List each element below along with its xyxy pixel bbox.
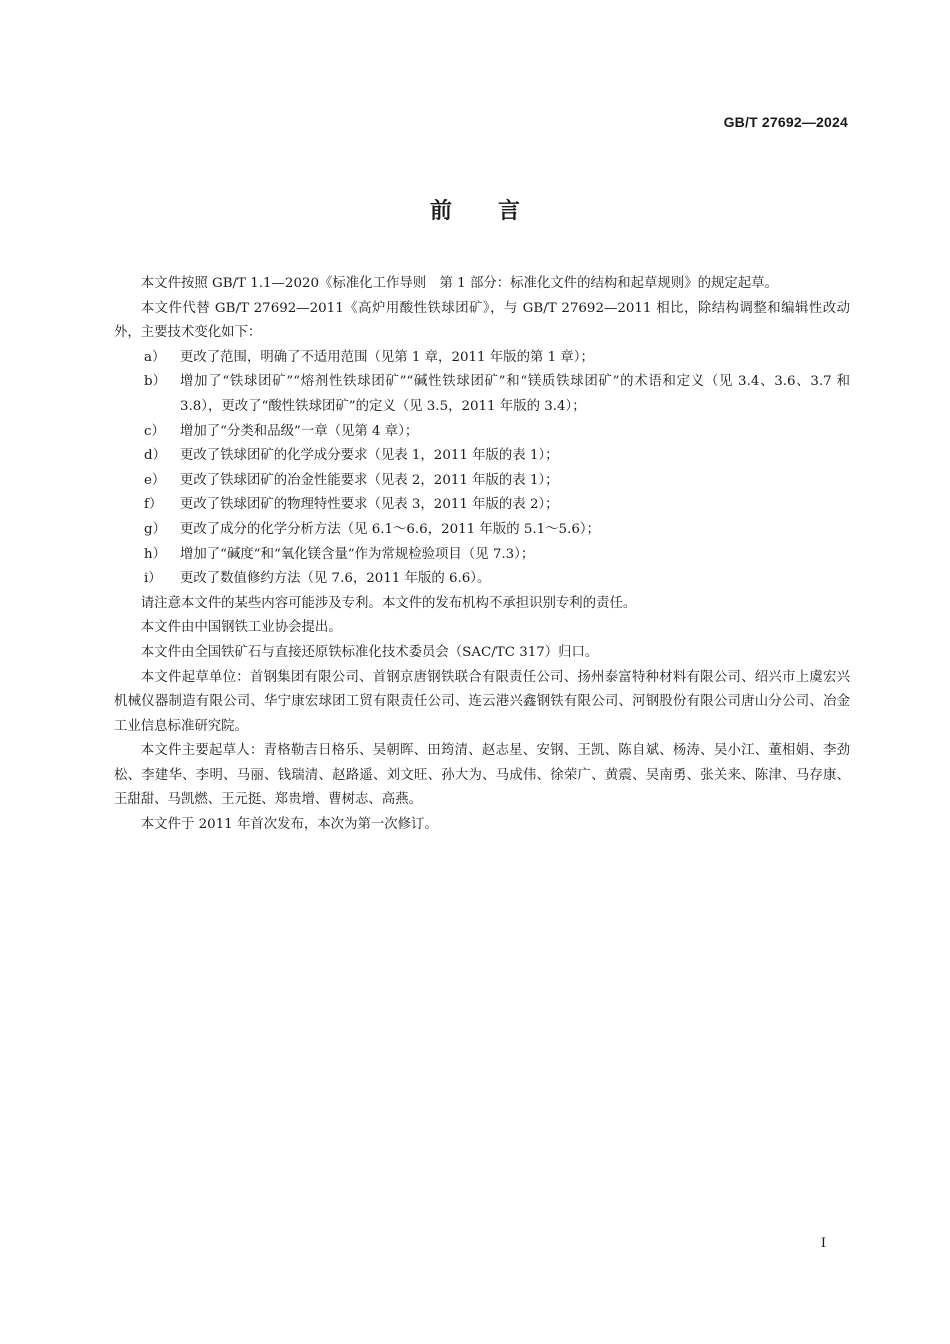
- list-item-text: 更改了铁球团矿的化学成分要求（见表 1，2011 年版的表 1）；: [180, 448, 559, 464]
- paragraph-history: 本文件于 2011 年首次发布，本次为第一次修订。: [140, 817, 438, 833]
- list-item: [114, 518, 850, 543]
- page-title: 前言: [429, 199, 566, 224]
- list-item-text: 更改了成分的化学分析方法（见 6.1～6.6，2011 年版的 5.1～5.6）；: [180, 521, 600, 537]
- list-item: [114, 346, 850, 371]
- list-item-text: 增加了“铁球团矿”“熔剂性铁球团矿”“碱性铁球团矿”和“镁质铁球团矿”的术语和定义（见 3.4、3.6、3.7 和 3.8），更改了“酸性铁球团矿”的定义（见 3.5，2011 年版的 3.4）；: [180, 374, 850, 414]
- paragraph-proposer: 本文件由中国钢铁工业协会提出。: [140, 620, 342, 636]
- list-item-label: i）: [144, 571, 162, 587]
- list-item: [114, 420, 850, 445]
- list-item-label: a）: [144, 349, 166, 365]
- list-item-text: 增加了“分类和品级”一章（见第 4 章）；: [180, 423, 419, 439]
- list-item-text: 增加了“碱度”和“氧化镁含量”作为常规检验项目（见 7.3）；: [180, 546, 535, 562]
- paragraph-patent-notice: 请注意本文件的某些内容可能涉及专利。本文件的发布机构不承担识别专利的责任。: [140, 595, 637, 611]
- standard-code: GB/T 27692—2024: [723, 114, 848, 130]
- list-item: [114, 567, 850, 592]
- list-item: [114, 444, 850, 469]
- list-item-label: b）: [144, 374, 166, 390]
- list-item: [114, 469, 850, 494]
- paragraph-committee: 本文件由全国铁矿石与直接还原铁标准化技术委员会（SAC/TC 317）归口。: [140, 644, 599, 660]
- list-item-text: 更改了范围，明确了不适用范围（见第 1 章，2011 年版的第 1 章）；: [180, 349, 594, 365]
- list-item: [114, 493, 850, 518]
- list-item-label: e）: [144, 472, 166, 488]
- list-item: [114, 370, 850, 419]
- foreword-body: [114, 272, 850, 838]
- list-item-text: 更改了数值修约方法（见 7.6，2011 年版的 6.6）。: [180, 571, 491, 587]
- paragraph-replacement: 本文件代替 GB/T 27692—2011《高炉用酸性铁球团矿》，与 GB/T 27692—2011 相比，除结构调整和编辑性改动外，主要技术变化如下：: [114, 300, 850, 341]
- changes-list: [114, 346, 850, 592]
- list-item-text: 更改了铁球团矿的物理特性要求（见表 3，2011 年版的表 2）；: [180, 497, 559, 513]
- list-item-text: 更改了铁球团矿的冶金性能要求（见表 2，2011 年版的表 1）；: [180, 472, 559, 488]
- list-item-label: g）: [144, 521, 166, 537]
- page-number: I: [820, 1236, 826, 1251]
- paragraph-drafters: 本文件主要起草人：青格勒吉日格乐、吴朝晖、田筠清、赵志星、安钢、王凯、陈自斌、杨涛、吴小江、董相娟、李劲松、李建华、李明、马丽、钱瑞清、赵路遥、刘文旺、孙大为、马成伟、徐荣广、黄震、吴南勇、张关来、陈津、马存康、王甜甜、马凯燃、王元挺、郑贵增、曹树志、高燕。: [114, 743, 850, 808]
- list-item-label: c）: [144, 423, 165, 439]
- list-item: [114, 543, 850, 568]
- list-item-label: f）: [144, 497, 163, 513]
- list-item-label: d）: [144, 448, 166, 464]
- paragraph-drafting-rules: 本文件按照 GB/T 1.1—2020《标准化工作导则 第 1 部分：标准化文件的结构和起草规则》的规定起草。: [140, 276, 778, 291]
- list-item-label: h）: [144, 546, 167, 562]
- paragraph-drafting-units: 本文件起草单位：首钢集团有限公司、首钢京唐钢铁联合有限责任公司、扬州泰富特种材料有限公司、绍兴市上虞宏兴机械仪器制造有限公司、华宁康宏球团工贸有限责任公司、连云港兴鑫钢铁有限公司、河钢股份有限公司唐山分公司、冶金工业信息标准研究院。: [114, 669, 850, 734]
